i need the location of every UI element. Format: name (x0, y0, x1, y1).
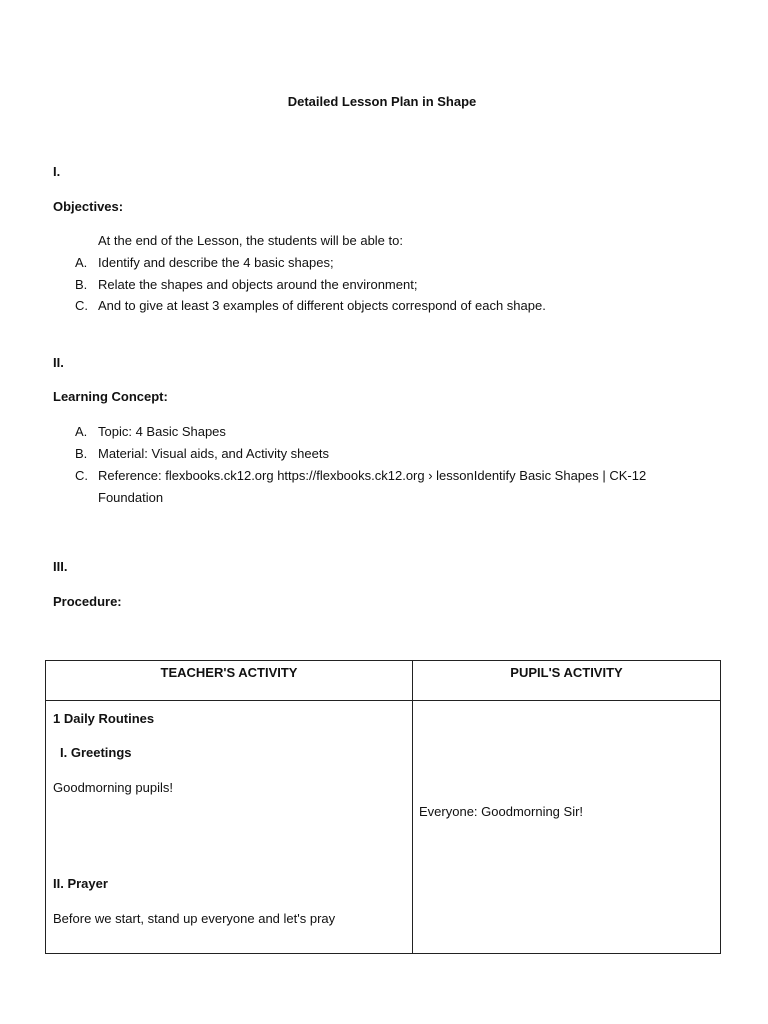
concept-b-text: Material: Visual aids, and Activity sheets (98, 446, 329, 461)
greetings-heading: I. Greetings (60, 745, 132, 760)
activity-table (45, 660, 721, 954)
objective-c-text: And to give at least 3 examples of different objects correspond of each shape. (98, 298, 546, 313)
teacher-activity-header: TEACHER'S ACTIVITY (46, 661, 413, 701)
procedure-heading: Procedure: (53, 594, 122, 609)
objective-c-marker: C. (75, 298, 88, 313)
pupil-activity-header: PUPIL'S ACTIVITY (413, 661, 721, 701)
concept-c-marker: C. (75, 468, 88, 483)
objective-a-text: Identify and describe the 4 basic shapes; (98, 255, 334, 270)
pupil-activity-cell (413, 701, 721, 954)
document-title: Detailed Lesson Plan in Shape (287, 94, 477, 109)
prayer-heading: II. Prayer (53, 876, 108, 891)
concept-a-text: Topic: 4 Basic Shapes (98, 424, 226, 439)
concept-c-text: Reference: flexbooks.ck12.org https://flexbooks.ck12.org › lessonIdentify Basic Shapes | CK-12 (98, 468, 647, 483)
greeting-line: Goodmorning pupils! (53, 780, 173, 795)
objectives-heading: Objectives: (53, 199, 124, 214)
objective-b-marker: B. (75, 277, 88, 292)
section-1-numeral: I. (53, 164, 61, 179)
concept-c-continuation: Foundation (98, 490, 164, 505)
objective-b-text: Relate the shapes and objects around the environment; (98, 277, 418, 292)
table-row (46, 701, 721, 954)
concept-b-marker: B. (75, 446, 88, 461)
learning-concept-heading: Learning Concept: (53, 389, 168, 404)
table-header-row (46, 661, 721, 701)
prayer-line: Before we start, stand up everyone and let's pray (53, 911, 336, 926)
section-3-numeral: III. (53, 559, 68, 574)
section-2-numeral: II. (53, 355, 64, 370)
pupil-greeting-response: Everyone: Goodmorning Sir! (419, 804, 584, 819)
daily-routines-heading: 1 Daily Routines (53, 711, 155, 726)
objectives-intro: At the end of the Lesson, the students will be able to: (98, 233, 403, 248)
concept-a-marker: A. (75, 424, 88, 439)
objective-a-marker: A. (75, 255, 88, 270)
teacher-activity-cell (46, 701, 413, 954)
